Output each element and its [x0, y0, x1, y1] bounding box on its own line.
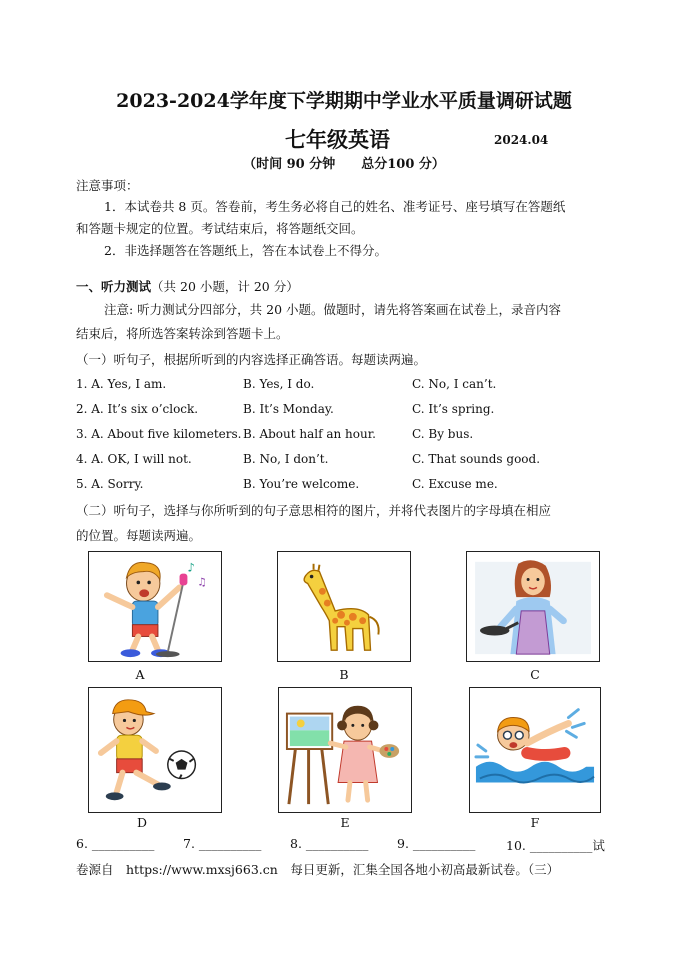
notes-heading: 注意事项：	[76, 178, 139, 193]
answer-blank-6: 6. __________	[76, 836, 155, 851]
answer-blank-10: 10. __________试	[506, 838, 605, 853]
section-heading-note: （共 20 小题，计 20 分）	[151, 279, 299, 294]
section-heading-title: 一、听力测试	[76, 279, 152, 294]
cooking-woman-illustration	[467, 552, 599, 661]
question-5-option-a: 5. A. Sorry.	[76, 477, 144, 491]
listening-note-line-2: 结束后，将所选答案转涂到答题卡上。	[76, 326, 289, 341]
listening-note-line-1: 注意: 听力测试分四部分，共 20 小题。做题时，请先将答案画在试卷上，录音内容	[104, 302, 562, 317]
picture-label-f: F	[530, 815, 540, 830]
question-1-option-a: 1. A. Yes, I am.	[76, 377, 167, 391]
picture-e-painting-girl	[278, 687, 412, 813]
part1-instruction: （一）听句子，根据所听到的内容选择正确答语。每题读两遍。	[76, 352, 427, 367]
question-3-option-c: C. By bus.	[412, 427, 474, 441]
question-3-option-b: B. About half an hour.	[243, 427, 376, 441]
answer-blank-9: 9. __________	[397, 836, 476, 851]
notes-item-2: 2．非选择题答在答题纸上，答在本试卷上不得分。	[104, 243, 387, 258]
picture-label-a: A	[135, 667, 145, 682]
notes-item-1-line-2: 和答题卡规定的位置。考试结束后，将答题纸交回。	[76, 221, 364, 236]
svg-text:♪: ♪	[187, 560, 195, 575]
singing-boy-illustration	[89, 552, 221, 661]
notes-item-1-line-1: 1．本试卷共 8 页。答卷前，考生务必将自己的姓名、准考证号、座号填写在答题纸	[104, 199, 566, 214]
answer-blank-8: 8. __________	[290, 836, 369, 851]
exam-title: 2023-2024学年度下学期期中学业水平质量调研试题	[116, 90, 572, 112]
swimmer-illustration	[470, 688, 600, 812]
painting-girl-illustration	[279, 688, 411, 812]
picture-label-e: E	[340, 815, 350, 830]
time-score: （时间 90 分钟 总分100 分）	[243, 157, 445, 172]
svg-text:♫: ♫	[197, 575, 207, 589]
picture-c-cooking-woman	[466, 551, 600, 662]
answer-blank-7: 7. __________	[183, 836, 262, 851]
exam-date: 2024.04	[494, 133, 549, 147]
picture-b-giraffe	[277, 551, 411, 662]
picture-label-b: B	[339, 667, 349, 682]
picture-f-swimmer	[469, 687, 601, 813]
question-1-option-b: B. Yes, I do.	[243, 377, 315, 391]
question-5-option-b: B. You’re welcome.	[243, 477, 360, 491]
picture-a-singing-boy	[88, 551, 222, 662]
question-2-option-a: 2. A. It’s six o’clock.	[76, 402, 199, 416]
question-5-option-c: C. Excuse me.	[412, 477, 498, 491]
question-2-option-c: C. It’s spring.	[412, 402, 495, 416]
question-1-option-c: C. No, I can’t.	[412, 377, 497, 391]
picture-label-d: D	[136, 815, 148, 830]
source-footer: 卷源自 https://www.mxsj663.cn 每日更新，汇集全国各地小初高最新试卷。（三）	[76, 862, 560, 877]
question-4-option-b: B. No, I don’t.	[243, 452, 329, 466]
picture-label-c: C	[530, 667, 540, 682]
question-3-option-a: 3. A. About five kilometers.	[76, 427, 242, 441]
question-4-option-a: 4. A. OK, I will not.	[76, 452, 192, 466]
section-heading	[76, 277, 299, 295]
football-boy-illustration	[89, 688, 221, 812]
question-2-option-b: B. It’s Monday.	[243, 402, 334, 416]
picture-d-football-boy	[88, 687, 222, 813]
part2-instruction-line-2: 的位置。每题读两遍。	[76, 528, 202, 543]
question-4-option-c: C. That sounds good.	[412, 452, 541, 466]
giraffe-illustration	[278, 552, 410, 661]
exam-subtitle: 七年级英语	[285, 127, 390, 152]
part2-instruction-line-1: （二）听句子，选择与你所听到的句子意思相符的图片，并将代表图片的字母填在相应	[76, 503, 552, 518]
